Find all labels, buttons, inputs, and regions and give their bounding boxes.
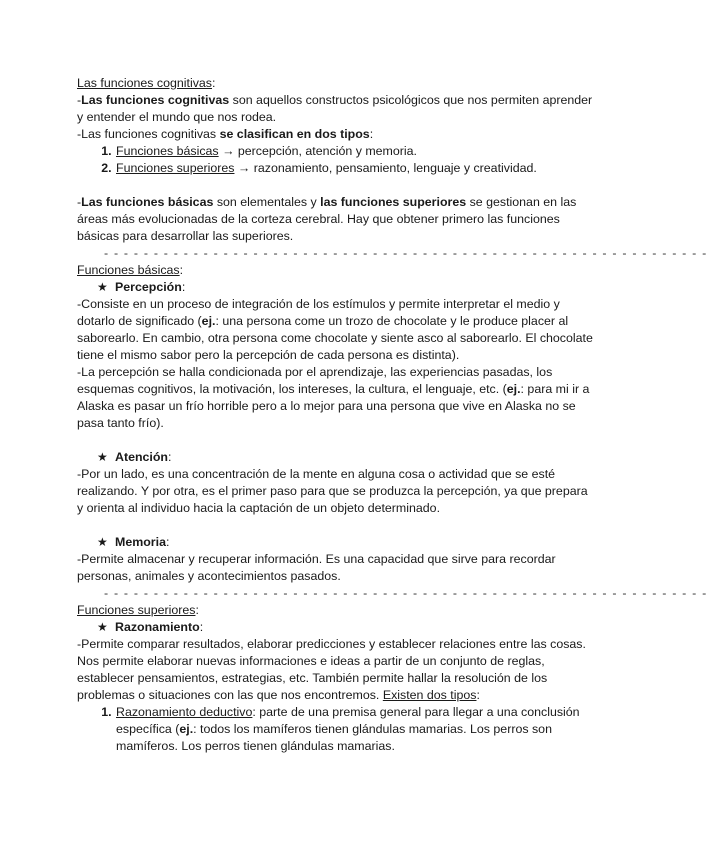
- section-separator: - - - - - - - - - - - - - - - - - - - - - - - - - - - - - - - - - - - - - - - - - - - - - - - - - - - - - - - - - - - - -: [104, 586, 707, 600]
- subheading-atencion: ★ Atención:: [97, 450, 172, 464]
- type-item-superiores: 2. Funciones superiores → razonamiento, pensamiento, lenguaje y creatividad.: [115, 160, 595, 177]
- razonamiento-types-list: [77, 704, 595, 755]
- star-icon: ★: [97, 535, 108, 549]
- star-icon: ★: [97, 620, 108, 634]
- spacer: [77, 432, 595, 449]
- document-title: Las funciones cognitivas:: [77, 76, 216, 90]
- subheading-razonamiento: ★ Razonamiento:: [97, 620, 204, 634]
- percepcion-paragraph-1: -Consiste en un proceso de integración de los estímulos y permite interpretar el medio y dotarlo de significado (ej.: una persona come un trozo de chocolate y le produce placer al saborearlo. En cambio, otra persona come chocolate y siente asco al saborearlo. El chocolate tiene el mismo sabor pero la percepción de cada persona es distinta).: [77, 297, 593, 362]
- type-item-basicas: 1. Funciones básicas → percepción, atención y memoria.: [115, 143, 595, 160]
- subheading-memoria: ★ Memoria:: [97, 535, 170, 549]
- razonamiento-paragraph: -Permite comparar resultados, elaborar predicciones y establecer relaciones entre las cosas. Nos permite elaborar nuevas informaciones e ideas a partir de un conjunto de reglas, establecer pensamientos, estrategias, etc. También permite hallar la resolución de los problemas o situaciones con las que nos encontremos. Existen dos tipos:: [77, 637, 586, 702]
- section-separator: - - - - - - - - - - - - - - - - - - - - - - - - - - - - - - - - - - - - - - - - - - - - - - - - - - - - - - - - - - - - -: [104, 246, 707, 260]
- intro-paragraph-2: -Las funciones cognitivas se clasifican en dos tipos:: [77, 127, 374, 141]
- star-icon: ★: [97, 280, 108, 294]
- percepcion-paragraph-2: -La percepción se halla condicionada por el aprendizaje, las experiencias pasadas, los esquemas cognitivos, la motivación, los intereses, la cultura, el lenguaje, etc. (ej.: para mi ir a Alaska es pasar un frío horrible pero a lo mejor para una persona que vive en Alaska no se pasa tanto frío).: [77, 365, 590, 430]
- intro-paragraph-3: -Las funciones básicas son elementales y las funciones superiores se gestionan en las áreas más evolucionadas de la corteza cerebral. Hay que obtener primero las funciones básicas para desarrollar las superiores.: [77, 195, 577, 243]
- spacer: [77, 517, 595, 534]
- types-list: [77, 143, 595, 177]
- memoria-paragraph: -Permite almacenar y recuperar información. Es una capacidad que sirve para recordar personas, animales y acontecimientos pasados.: [77, 552, 556, 583]
- spacer: [77, 177, 595, 194]
- section-heading-superiores: Funciones superiores:: [77, 603, 199, 617]
- razonamiento-item-deductivo: 1. Razonamiento deductivo: parte de una premisa general para llegar a una conclusión específica (ej.: todos los mamíferos tienen glándulas mamarias. Los perros son mamíferos. Los perros tienen glándulas mamarias.: [115, 704, 595, 755]
- star-icon: ★: [97, 450, 108, 464]
- atencion-paragraph: -Por un lado, es una concentración de la mente en alguna cosa o actividad que se esté realizando. Y por otra, es el primer paso para que se produzca la percepción, ya que prepara y orienta al individuo hacia la captación de un objeto determinado.: [77, 467, 588, 515]
- intro-paragraph-1: -Las funciones cognitivas son aquellos constructos psicológicos que nos permiten aprender y entender el mundo que nos rodea.: [77, 93, 593, 124]
- subheading-percepcion: ★ Percepción:: [97, 280, 186, 294]
- section-heading-basicas: Funciones básicas:: [77, 263, 184, 277]
